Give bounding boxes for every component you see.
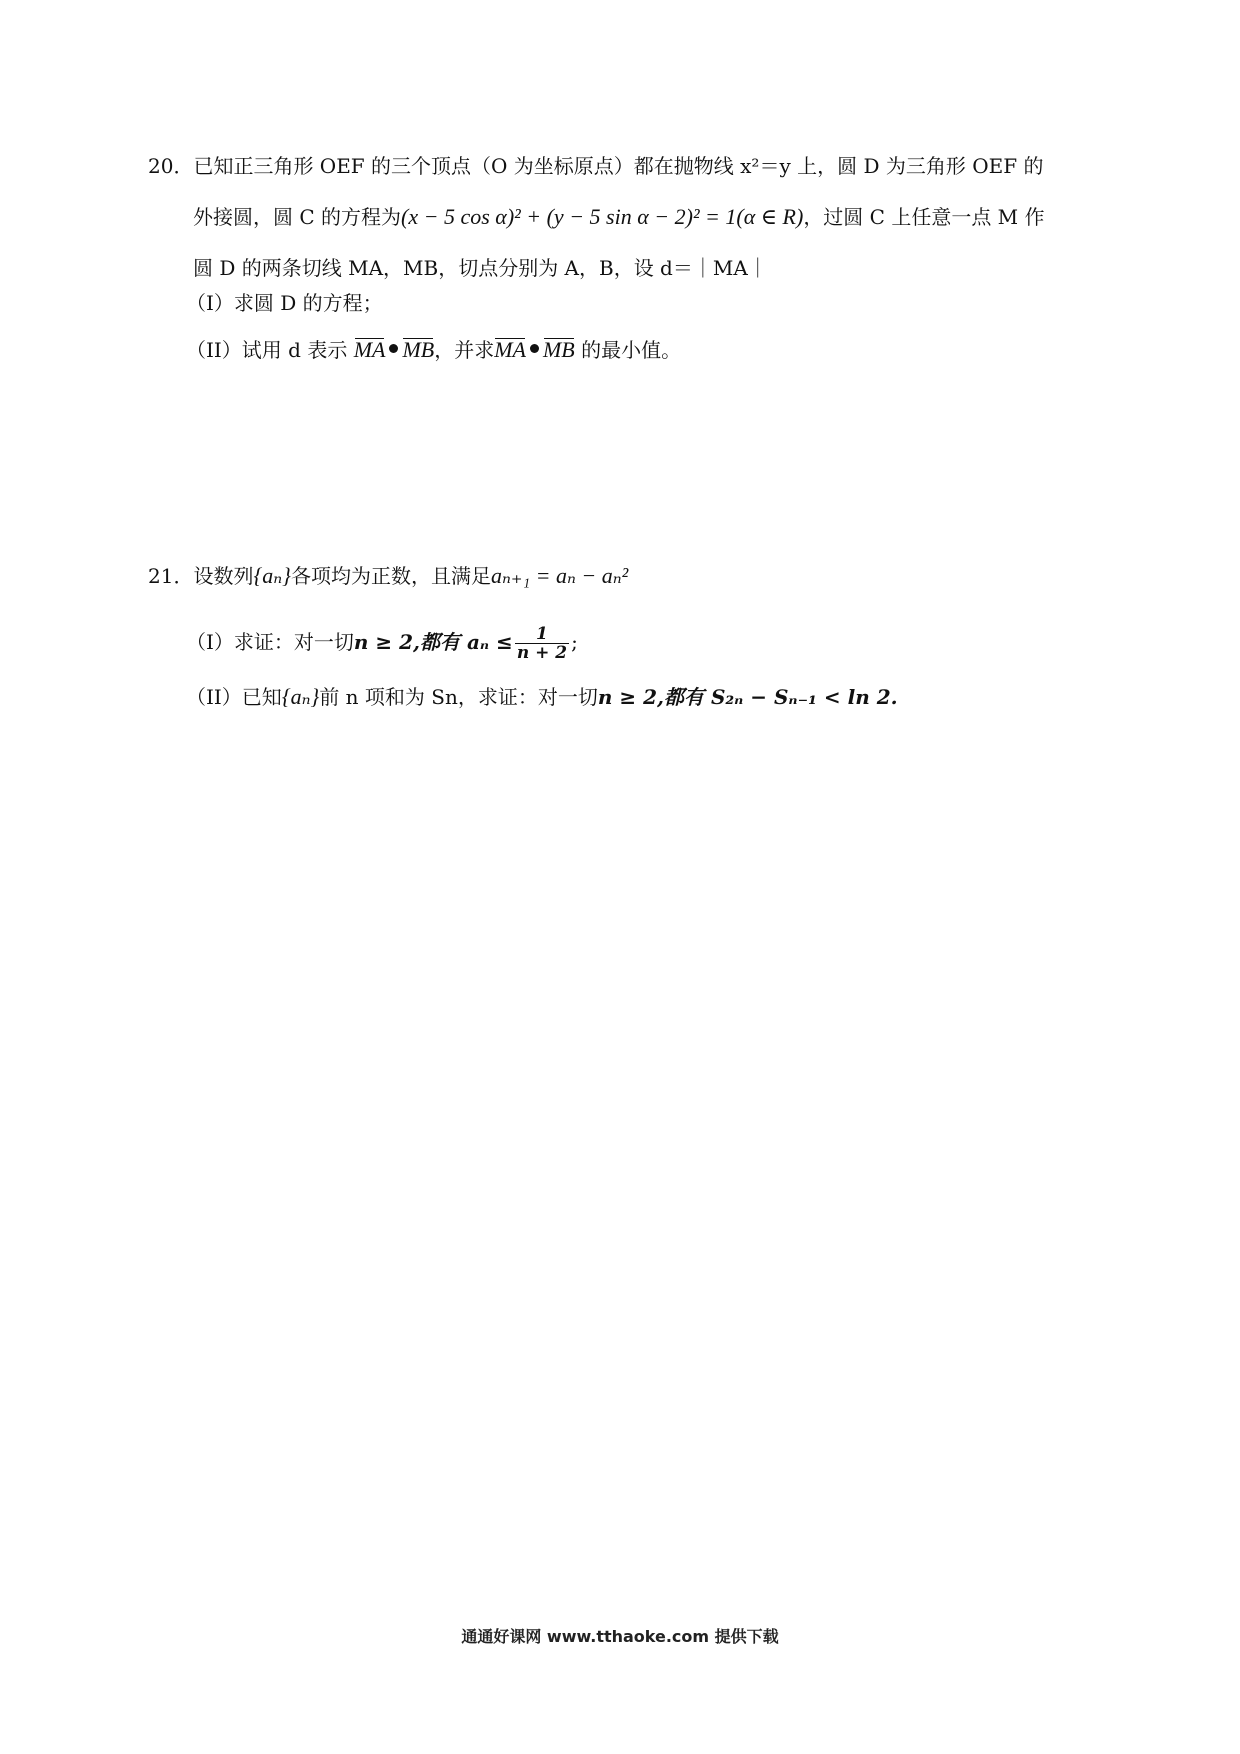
q21-part-1 [186, 625, 578, 662]
q20-part2-pre: （II）试用 d 表示 [186, 338, 348, 362]
q21-part2-mid: 前 n 项和为 Sn，求证：对一切 [319, 685, 598, 709]
q21-part-2 [186, 683, 898, 711]
q21-part2-sequence: {aₙ} [281, 684, 320, 709]
fraction-denominator: n + 2 [516, 643, 568, 663]
q20-line-3 [193, 254, 768, 282]
q20-line-1 [148, 152, 1043, 180]
q20-line2-pre: 外接圆，圆 C 的方程为 [193, 205, 402, 229]
q20-line1-text: 已知正三角形 OEF 的三个顶点（O 为坐标原点）都在抛物线 x²＝y 上，圆 D 为三角形 OEF 的 [193, 154, 1044, 178]
q21-part2-math: n ≥ 2,都有 S₂ₙ − Sₙ₋₁ < ln 2. [597, 685, 898, 709]
q21-part2-pre: （II）已知 [186, 685, 282, 709]
vector-mb: MB [402, 337, 435, 362]
q20-line2-post: ，过圆 C 上任意一点 M 作 [803, 205, 1045, 229]
fraction [515, 625, 569, 662]
q20-part-1 [186, 289, 383, 317]
q21-sequence: {aₙ} [253, 563, 291, 588]
q21-line1-pre: 设数列 [193, 564, 254, 588]
q20-circle-c-equation: (x − 5 cos α)² + (y − 5 sin α − 2)² = 1(α ∈ R) [401, 204, 804, 229]
q20-part-2 [186, 336, 681, 364]
fraction-numerator: 1 [515, 625, 569, 644]
q21-part1-end: ; [571, 630, 578, 654]
q20-line-2 [193, 203, 1045, 231]
vector-mb-2: MB [542, 337, 575, 362]
q21-part1-pre: （I）求证：对一切 [186, 630, 354, 654]
vector-ma: MA [353, 337, 386, 362]
q20-part2-post: 的最小值。 [581, 338, 682, 362]
vector-ma-2: MA [494, 337, 526, 362]
q21-line1-mid: 各项均为正数，且满足 [290, 564, 491, 588]
q20-part2-mid: ，并求 [434, 338, 495, 362]
page-footer: 通通好课网 www.tthaoke.com 提供下载 [461, 1627, 779, 1646]
dot-product-symbol [389, 344, 398, 353]
q21-line-1 [148, 562, 628, 590]
q21-recurrence: aₙ₊₁ = aₙ − aₙ² [490, 563, 629, 588]
q20-line3-text: 圆 D 的两条切线 MA，MB，切点分别为 A，B，设 d＝｜MA｜ [193, 256, 768, 280]
dot-product-symbol-2 [530, 344, 539, 353]
q20-number: 20． [148, 154, 194, 178]
q20-part1-text: （I）求圆 D 的方程； [186, 291, 383, 315]
q21-part1-math: n ≥ 2,都有 aₙ ≤ [353, 630, 513, 654]
q21-number: 21． [148, 564, 194, 588]
